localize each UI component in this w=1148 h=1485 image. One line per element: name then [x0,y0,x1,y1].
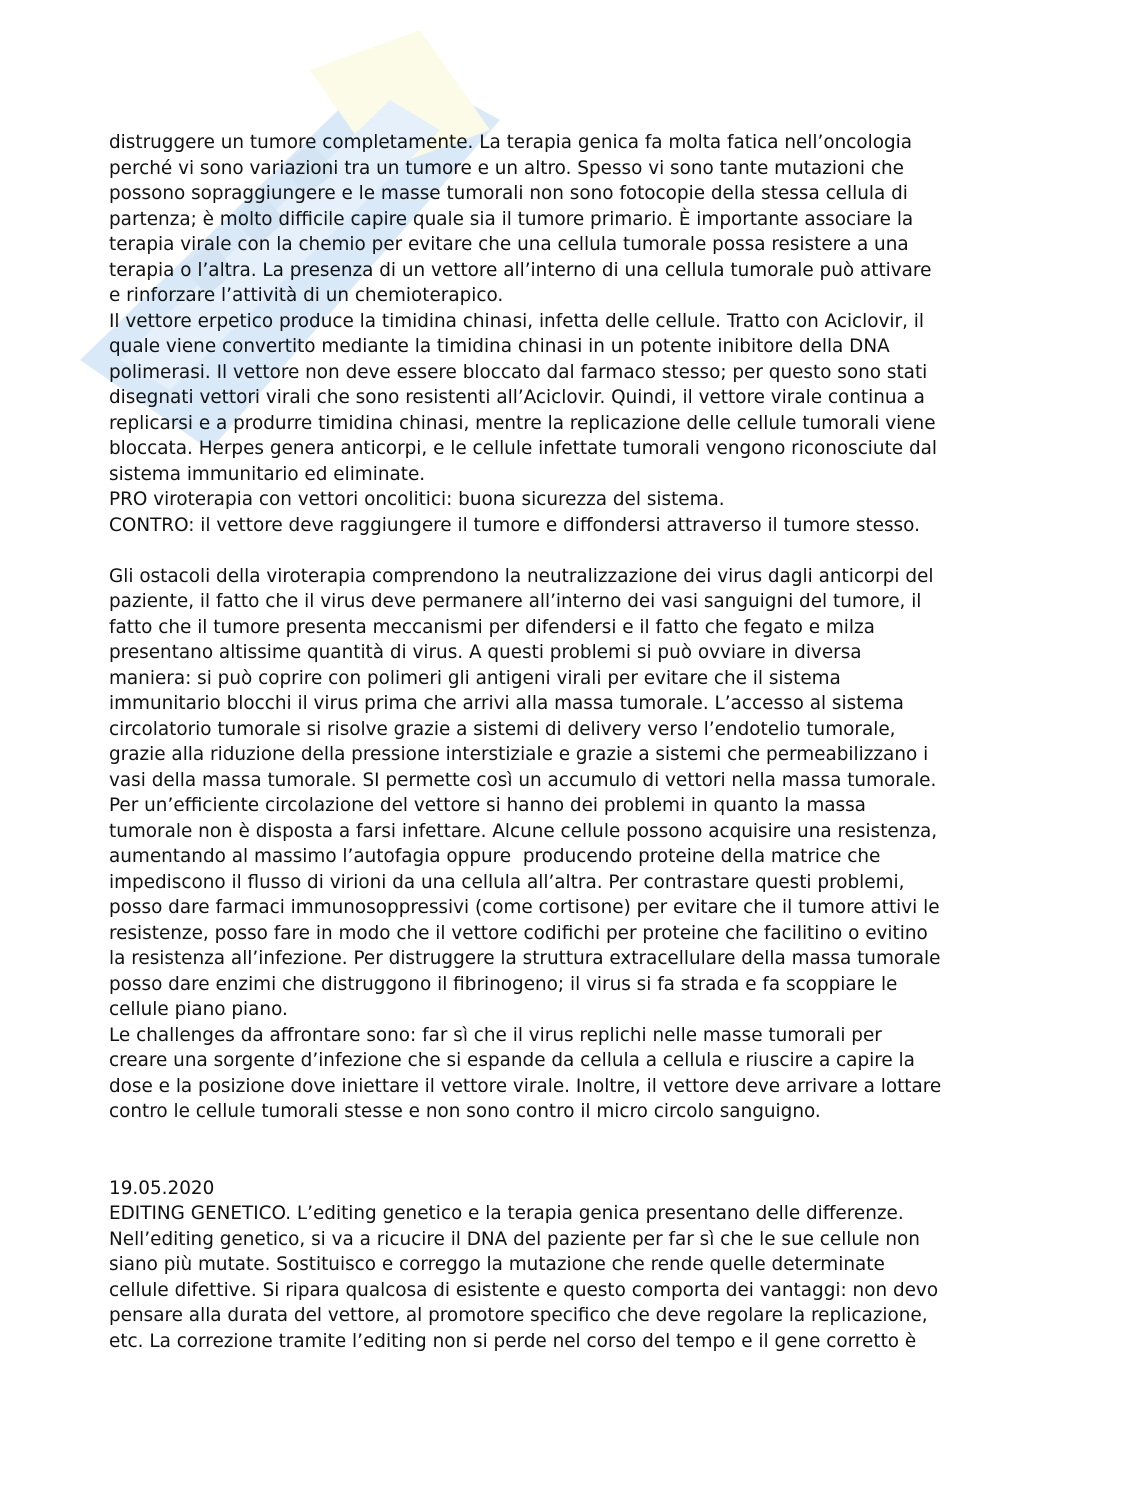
text-line: etc. La correzione tramite l’editing non si perde nel corso del tempo e il gene corretto è [109,1330,917,1352]
text-line: partenza; è molto difficile capire quale sia il tumore primario. È importante associare la [109,208,914,230]
lecture-date: 19.05.2020 [109,1177,215,1199]
text-line: pensare alla durata del vettore, al promotore specifico che deve regolare la replicazione, [109,1305,928,1326]
text-line: polimerasi. Il vettore non deve essere bloccato dal farmaco stesso; per questo sono stati [109,361,928,383]
text-line: cellule difettive. Si ripara qualcosa di esistente e questo comporta dei vantaggi: non devo [109,1279,939,1301]
text-line: aumentando al massimo l’autofagia oppure producendo proteine della matrice che [109,846,881,867]
text-line: dose e la posizione dove iniettare il vettore virale. Inoltre, il vettore deve arrivare a lottare [109,1075,942,1097]
text-line: EDITING GENETICO. L’editing genetico e la terapia genica presentano delle differenze. [109,1203,904,1224]
blank-line [109,538,1069,564]
blank-lines [109,1125,1069,1176]
paragraph-section-2 [109,564,1069,1125]
text-line: quale viene convertito mediante la timidina chinasi in un potente inibitore della DNA [109,336,890,357]
text-line: contro le cellule tumorali stesse e non sono contro il micro circolo sanguigno. [109,1101,821,1122]
text-line: maniera: si può coprire con polimeri gli antigeni virali per evitare che il sistema [109,667,841,689]
pro-line: PRO viroterapia con vettori oncolitici: buona sicurezza del sistema. [109,489,725,510]
text-line: Gli ostacoli della viroterapia comprendono la neutralizzazione dei virus dagli anticorpi del [109,565,934,587]
document-body [109,130,1069,1354]
text-line: Per un’efficiente circolazione del vettore si hanno dei problemi in quanto la massa [109,795,866,816]
text-line: cellule piano piano. [109,999,288,1020]
text-line: grazie alla riduzione della pressione interstiziale e grazie a sistemi che permeabilizzano i [109,744,929,765]
text-line: impediscono il flusso di virioni da una cellula all’altra. Per contrastare questi problemi, [109,871,905,893]
text-line: bloccata. Herpes genera anticorpi, e le cellule infettate tumorali vengono riconosciute dal [109,438,938,459]
text-line: Le challenges da affrontare sono: far sì che il virus replichi nelle masse tumorali per [109,1024,882,1046]
text-line: terapia o l’altra. La presenza di un vettore all’interno di una cellula tumorale può attivare [109,259,932,281]
text-line: tumorale non è disposta a farsi infettare. Alcune cellule possono acquisire una resistenza, [109,820,938,842]
text-line: circolatorio tumorale si risolve grazie a sistemi di delivery verso l’endotelio tumorale, [109,718,896,740]
text-line: Nell’editing genetico, si va a ricucire il DNA del paziente per far sì che le sue cellule non [109,1228,920,1250]
text-line: terapia virale con la chemio per evitare che una cellula tumorale possa resistere a una [109,234,909,255]
text-line: fatto che il tumore presenta meccanismi per difendersi e il fatto che fegato e milza [109,616,875,638]
text-line: perché vi sono variazioni tra un tumore e un altro. Spesso vi sono tante mutazioni che [109,157,904,179]
text-line: e rinforzare l’attività di un chemioterapico. [109,285,504,306]
text-line: distruggere un tumore completamente. La terapia genica fa molta fatica nell’oncologia [109,132,913,153]
text-line: vasi della massa tumorale. SI permette così un accumulo di vettori nella massa tumorale. [109,769,937,791]
text-line: creare una sorgente d’infezione che si espande da cellula a cellula e riuscire a capire la [109,1050,915,1071]
text-line: Il vettore erpetico produce la timidina chinasi, infetta delle cellule. Tratto con Aciclovir, il [109,310,924,332]
contro-line: CONTRO: il vettore deve raggiungere il tumore e diffondersi attraverso il tumore stesso. [109,514,920,536]
text-line: la resistenza all’infezione. Per distruggere la struttura extracellulare della massa tumorale [109,948,941,969]
text-line: immunitario blocchi il virus prima che arrivi alla massa tumorale. L’accesso al sistema [109,693,904,714]
paragraph-section-1 [109,130,1069,538]
text-line: paziente, il fatto che il virus deve permanere all’interno dei vasi sanguigni del tumore, il [109,591,922,612]
text-line: presentano altissime quantità di virus. A questi problemi si può ovviare in diversa [109,642,862,663]
text-line: resistenze, posso fare in modo che il vettore codifichi per proteine che facilitino o evitino [109,922,928,944]
paragraph-section-3 [109,1201,1069,1354]
text-line: posso dare farmaci immunosoppressivi (come cortisone) per evitare che il tumore attivi le [109,897,940,918]
text-line: possono sopraggiungere e le masse tumorali non sono fotocopie della stessa cellula di [109,183,908,204]
text-line: sistema immunitario ed eliminate. [109,463,426,485]
text-line: posso dare enzimi che distruggono il fibrinogeno; il virus si fa strada e fa scoppiare le [109,973,898,995]
text-line: replicarsi e a produrre timidina chinasi, mentre la replicazione delle cellule tumorali viene [109,412,936,434]
text-line: disegnati vettori virali che sono resistenti all’Aciclovir. Quindi, il vettore virale continua a [109,387,925,408]
text-line: siano più mutate. Sostituisco e correggo la mutazione che rende quelle determinate [109,1254,885,1275]
